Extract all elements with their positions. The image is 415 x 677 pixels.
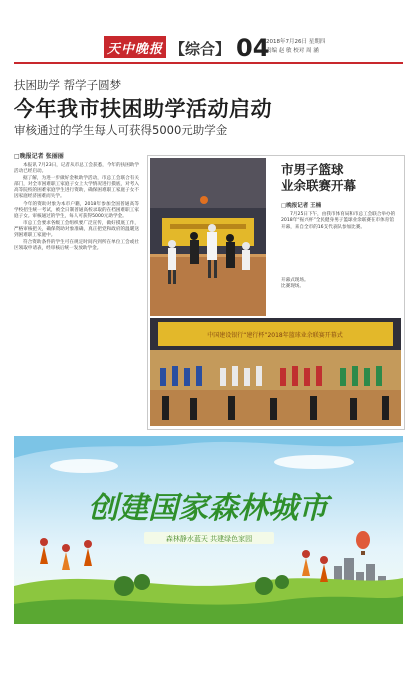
basketball-game-photo xyxy=(150,158,266,316)
masthead-date-block xyxy=(266,38,325,56)
article-byline: □晚报记者 张丽丽 xyxy=(14,153,64,160)
section-label: 【综合】 xyxy=(170,40,231,58)
masthead-logo: 天中晚报 xyxy=(104,36,166,58)
forest-city-ad-image xyxy=(14,436,403,624)
basketball-game-image xyxy=(150,158,266,316)
opening-ceremony-photo xyxy=(150,318,401,426)
forest-city-advertisement xyxy=(14,436,403,624)
article-paragraph: 符合资助条件的学生可在规定时间内到所在单位工会或社区领取申请表，经审核后统一发放助学金。 xyxy=(14,240,139,252)
ad-title: 创建国家森林城市 xyxy=(88,491,328,526)
article-headline: 今年我市扶困助学活动启动 xyxy=(14,97,272,121)
article-body xyxy=(14,163,139,253)
article-subhead: 审核通过的学生每人可获得5000元助学金 xyxy=(14,123,228,137)
sidebar-paragraph: 7月25日下午，由我市体育局和市总工会联合举办的2018年“振兴杯”全民健身男子篮球业余联赛在市体育馆开幕，来自全市的16支代表队参加比赛。 xyxy=(281,212,396,230)
sidebar-title xyxy=(281,162,356,194)
page-number: 04 xyxy=(236,34,270,62)
masthead-divider xyxy=(14,62,403,64)
sidebar-title-line: 业余联赛开幕 xyxy=(281,178,357,193)
article-paragraph: 今年的资助对象为本市户籍，2018年参加全国普通高等学校招生统一考试，被全日制普通高校录取的在档困难职工家庭子女。审核通过的学生，每人可获得5000元助学金。 xyxy=(14,201,139,219)
article-paragraph: 市总工会要求各级工会组织要广泛宣传，做好摸底工作，严格审核把关，确保资助对象准确，真正把党和政府的温暖送到困难职工家庭中。 xyxy=(14,220,139,239)
sidebar-byline: □晚报记者 王楠 xyxy=(281,203,322,209)
article-kicker: 扶困助学 帮学子圆梦 xyxy=(14,78,122,92)
ad-slogan: 森林静水蓝天 共建绿色家园 xyxy=(165,535,253,543)
opening-ceremony-image xyxy=(150,318,401,426)
photo-caption: 开幕式现场。 xyxy=(281,278,309,283)
ceremony-banner-text: 中国建设银行“建行杯”2018年篮球业余联赛开幕式 xyxy=(207,332,343,339)
date-line: 2018年7月26日 星期四 xyxy=(266,39,326,45)
sidebar-captions xyxy=(281,278,397,291)
staff-line: 责编 赵 敏 校对 周 涵 xyxy=(266,48,319,54)
article-paragraph: 本报讯 7月23日，记者从市总工会获悉，今年的扶困助学活动已经启动。 xyxy=(14,163,139,175)
sidebar-title-line: 市男子篮球 xyxy=(281,162,344,177)
photo-caption: 比赛现场。 xyxy=(281,284,304,290)
sidebar-body xyxy=(281,212,397,234)
article-paragraph: 据了解，为进一步做好金秋助学活动，市总工会联合有关部门，对全市困难职工家庭子女上大学情况进行摸底，对考入高等院校的困难家庭学生进行资助，确保困难职工家庭子女不因家庭经济困难而失学。 xyxy=(14,176,139,200)
